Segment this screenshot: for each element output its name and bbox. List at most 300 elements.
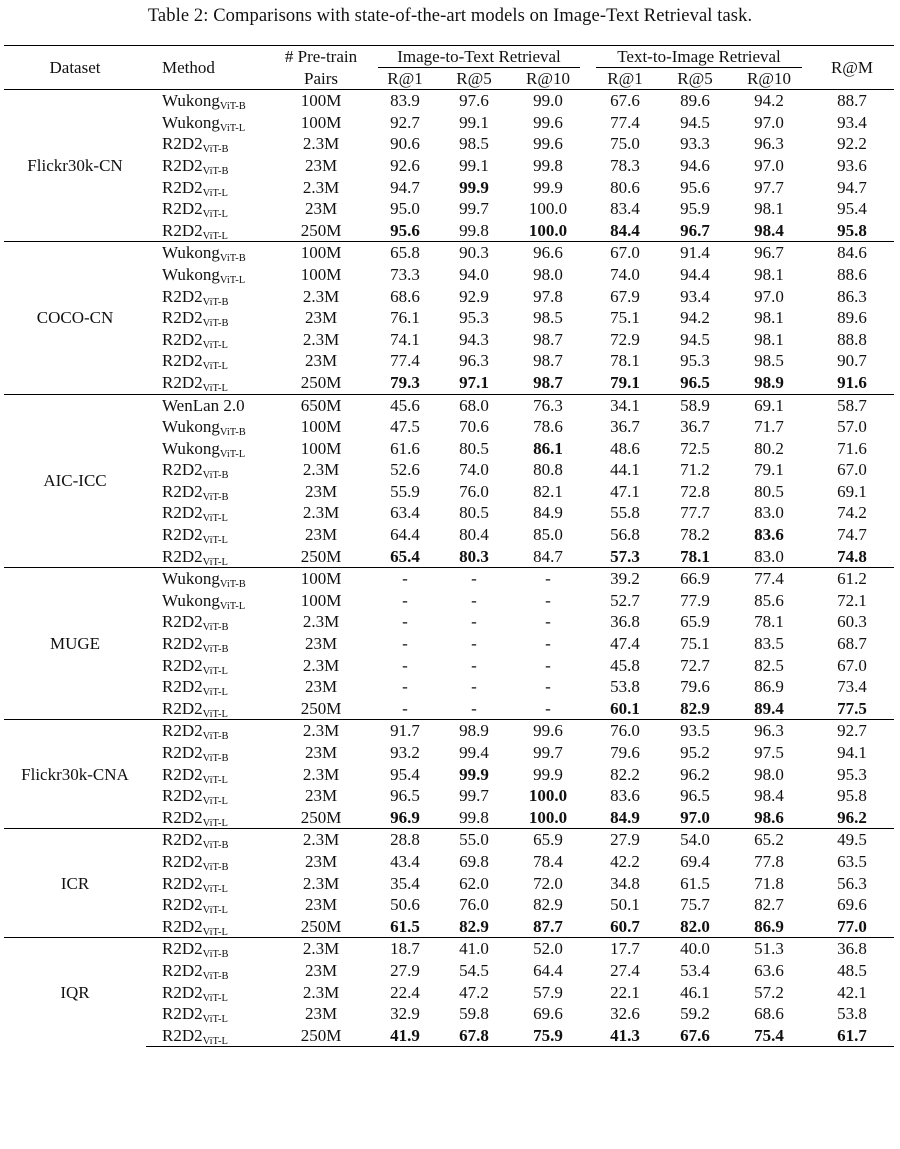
metric-cell <box>810 394 894 416</box>
metric-cell <box>370 502 440 524</box>
metric-cell <box>662 1025 728 1047</box>
best-value: 99.9 <box>459 764 489 784</box>
method-name: Wukong <box>162 569 220 589</box>
best-value: 67.8 <box>459 1025 489 1045</box>
pretrain-pairs-cell: 23M <box>304 155 338 175</box>
metric-cell <box>662 807 728 829</box>
metric-cell <box>728 676 810 698</box>
metric-value: 47.2 <box>459 982 489 1002</box>
metric-cell <box>662 1003 728 1025</box>
best-value: 96.7 <box>680 220 710 240</box>
method-name: R2D2 <box>162 525 203 545</box>
best-value: 98.6 <box>754 807 784 827</box>
metric-value: 82.9 <box>533 895 563 915</box>
method-name: R2D2 <box>162 721 203 741</box>
metric-cell <box>440 90 508 112</box>
method-cell <box>146 177 272 199</box>
metric-cell <box>370 829 440 851</box>
metric-value: 72.8 <box>680 481 710 501</box>
method-variant: ViT-L <box>202 905 228 917</box>
method-variant: ViT-B <box>219 427 246 439</box>
header-i2t-r5: R@5 <box>456 68 492 88</box>
method-name: R2D2 <box>162 329 203 349</box>
metric-cell <box>662 785 728 807</box>
metric-value: 82.1 <box>533 481 563 501</box>
method-variant: ViT-B <box>219 101 246 113</box>
method-cell <box>146 785 272 807</box>
method-variant: ViT-L <box>202 1014 228 1026</box>
metric-cell <box>728 764 810 786</box>
metric-cell <box>508 198 588 220</box>
metric-cell <box>810 764 894 786</box>
method-name: R2D2 <box>162 1025 203 1045</box>
metric-value: 50.6 <box>390 895 420 915</box>
method-variant: ViT-B <box>202 470 229 482</box>
metric-cell <box>440 220 508 242</box>
metric-cell <box>440 546 508 568</box>
metric-value: 94.0 <box>459 264 489 284</box>
metric-value: 18.7 <box>390 939 420 959</box>
metric-value: 83.4 <box>610 199 640 219</box>
metric-cell <box>588 611 662 633</box>
metric-value: 83.0 <box>754 546 784 566</box>
method-cell <box>146 286 272 308</box>
metric-value: 98.0 <box>754 764 784 784</box>
metric-value: 95.4 <box>390 764 420 784</box>
metric-value: 77.4 <box>610 112 640 132</box>
method-cell <box>146 982 272 1004</box>
metric-cell <box>588 286 662 308</box>
method-variant: ViT-B <box>202 491 229 503</box>
metric-cell <box>810 960 894 982</box>
metric-cell <box>588 829 662 851</box>
metric-value: 80.8 <box>533 460 563 480</box>
metric-cell <box>588 764 662 786</box>
metric-cell <box>508 307 588 329</box>
metric-cell <box>370 264 440 286</box>
metric-cell <box>440 350 508 372</box>
metric-cell <box>588 938 662 960</box>
dataset-cell: MUGE <box>4 568 146 720</box>
metric-value: 93.4 <box>837 112 867 132</box>
metric-value: 84.9 <box>533 503 563 523</box>
metric-cell <box>728 546 810 568</box>
table-row <box>4 938 894 960</box>
metric-cell <box>728 720 810 742</box>
metric-value: 27.4 <box>610 960 640 980</box>
metric-value: 53.8 <box>837 1004 867 1024</box>
metric-value: 97.8 <box>533 286 563 306</box>
metric-value: 22.1 <box>610 982 640 1002</box>
metric-cell <box>662 502 728 524</box>
metric-cell <box>508 1025 588 1047</box>
metric-cell <box>440 676 508 698</box>
metric-value: 98.1 <box>754 199 784 219</box>
metric-value: - <box>545 590 551 610</box>
metric-cell <box>508 242 588 264</box>
method-cell <box>146 1025 272 1047</box>
method-name: R2D2 <box>162 895 203 915</box>
metric-cell <box>440 372 508 394</box>
metric-value: 94.6 <box>680 155 710 175</box>
metric-value: 96.3 <box>754 721 784 741</box>
best-value: 96.9 <box>390 807 420 827</box>
metric-cell <box>440 242 508 264</box>
table-row <box>4 90 894 112</box>
method-cell <box>146 394 272 416</box>
method-name: R2D2 <box>162 134 203 154</box>
best-value: 77.5 <box>837 698 867 718</box>
method-variant: ViT-B <box>202 622 229 634</box>
method-variant: ViT-B <box>219 579 246 591</box>
metric-value: 69.1 <box>837 481 867 501</box>
metric-value: 65.9 <box>680 612 710 632</box>
metric-value: 95.6 <box>680 177 710 197</box>
metric-value: 99.1 <box>459 112 489 132</box>
metric-cell <box>370 90 440 112</box>
header-t2i-r1: R@1 <box>607 68 643 88</box>
metric-value: 99.0 <box>533 91 563 111</box>
metric-cell <box>440 394 508 416</box>
metric-cell <box>508 90 588 112</box>
method-name: R2D2 <box>162 546 203 566</box>
best-value: 57.3 <box>610 546 640 566</box>
method-name: R2D2 <box>162 177 203 197</box>
pretrain-pairs-cell: 23M <box>304 743 338 762</box>
method-variant: ViT-L <box>202 774 228 786</box>
metric-cell <box>728 177 810 199</box>
metric-cell <box>508 329 588 351</box>
metric-cell <box>370 982 440 1004</box>
metric-value: 94.4 <box>680 264 710 284</box>
method-cell <box>146 155 272 177</box>
best-value: 61.5 <box>390 916 420 936</box>
metric-cell <box>662 742 728 764</box>
metric-cell <box>588 546 662 568</box>
metric-cell <box>810 242 894 264</box>
metric-value: 85.6 <box>754 590 784 610</box>
method-name: R2D2 <box>162 677 203 697</box>
metric-value: 36.7 <box>610 417 640 437</box>
metric-value: 80.5 <box>459 438 489 458</box>
metric-value: 86.9 <box>754 677 784 697</box>
metric-value: 27.9 <box>610 830 640 850</box>
metric-value: 92.2 <box>837 134 867 154</box>
metric-value: 82.7 <box>754 895 784 915</box>
metric-value: 32.6 <box>610 1004 640 1024</box>
method-name: R2D2 <box>162 308 203 328</box>
method-variant: ViT-L <box>202 926 228 938</box>
method-cell <box>146 481 272 503</box>
method-name: Wukong <box>162 91 220 111</box>
metric-value: 59.2 <box>680 1004 710 1024</box>
metric-value: 69.4 <box>680 851 710 871</box>
method-variant: ViT-L <box>202 708 228 720</box>
metric-value: 94.7 <box>390 177 420 197</box>
metric-cell <box>810 459 894 481</box>
metric-cell <box>370 242 440 264</box>
best-value: 79.3 <box>390 372 420 392</box>
method-cell <box>146 938 272 960</box>
metric-cell <box>508 829 588 851</box>
metric-cell <box>588 90 662 112</box>
metric-cell <box>508 416 588 438</box>
header-text-to-image: Text-to-Image Retrieval <box>588 46 810 68</box>
metric-cell <box>810 633 894 655</box>
metric-cell <box>440 481 508 503</box>
metric-cell <box>370 1025 440 1047</box>
metric-cell <box>662 329 728 351</box>
metric-value: 83.0 <box>754 503 784 523</box>
best-value: 97.1 <box>459 372 489 392</box>
metric-cell <box>728 851 810 873</box>
metric-cell <box>662 590 728 612</box>
best-value: 84.9 <box>610 807 640 827</box>
metric-value: 52.6 <box>390 460 420 480</box>
method-variant: ViT-L <box>219 274 246 286</box>
metric-value: 74.0 <box>459 460 489 480</box>
metric-cell <box>662 459 728 481</box>
pretrain-pairs-cell: 2.3M <box>302 460 340 480</box>
metric-value: 47.5 <box>390 417 420 437</box>
metric-cell <box>810 329 894 351</box>
metric-value: 68.0 <box>459 395 489 415</box>
metric-cell <box>440 198 508 220</box>
metric-value: 96.5 <box>390 786 420 806</box>
method-variant: ViT-B <box>202 144 229 156</box>
metric-value: 96.2 <box>680 764 710 784</box>
method-cell <box>146 916 272 938</box>
metric-cell <box>370 307 440 329</box>
metric-value: 57.9 <box>533 982 563 1002</box>
metric-cell <box>588 633 662 655</box>
method-variant: ViT-L <box>202 687 228 699</box>
method-name: R2D2 <box>162 351 203 371</box>
metric-cell <box>508 372 588 394</box>
metric-cell <box>440 416 508 438</box>
metric-cell <box>662 938 728 960</box>
pretrain-pairs-cell: 23M <box>304 851 338 871</box>
metric-cell <box>370 220 440 242</box>
metric-value: - <box>471 655 477 675</box>
method-cell <box>146 894 272 916</box>
method-cell <box>146 742 272 764</box>
pretrain-pairs-cell: 100M <box>300 264 342 284</box>
metric-cell <box>370 655 440 677</box>
metric-cell <box>440 938 508 960</box>
metric-cell <box>508 676 588 698</box>
method-name: R2D2 <box>162 786 203 806</box>
metric-value: - <box>471 569 477 589</box>
pretrain-pairs-cell: 2.3M <box>302 612 340 632</box>
method-cell <box>146 307 272 329</box>
method-variant: ViT-L <box>202 992 228 1004</box>
method-cell <box>146 416 272 438</box>
metric-cell <box>588 481 662 503</box>
metric-cell <box>370 611 440 633</box>
metric-value: 71.7 <box>754 417 784 437</box>
method-cell <box>146 764 272 786</box>
metric-cell <box>662 350 728 372</box>
metric-cell <box>588 220 662 242</box>
method-name: WenLan 2.0 <box>162 395 245 415</box>
metric-value: 94.5 <box>680 329 710 349</box>
metric-value: 50.1 <box>610 895 640 915</box>
metric-value: 63.6 <box>754 960 784 980</box>
metric-cell <box>370 329 440 351</box>
method-cell <box>146 829 272 851</box>
method-name: R2D2 <box>162 503 203 523</box>
metric-value: 64.4 <box>533 960 563 980</box>
method-name: R2D2 <box>162 764 203 784</box>
method-cell <box>146 1003 272 1025</box>
header-i2t-r1: R@1 <box>387 68 423 88</box>
metric-cell <box>508 546 588 568</box>
metric-value: 53.8 <box>610 677 640 697</box>
best-value: 75.9 <box>533 1025 563 1045</box>
metric-value: 99.6 <box>533 134 563 154</box>
metric-cell <box>440 264 508 286</box>
metric-cell <box>810 133 894 155</box>
metric-value: - <box>402 677 408 697</box>
pretrain-pairs-cell: 2.3M <box>302 329 340 349</box>
metric-cell <box>728 655 810 677</box>
metric-cell <box>728 438 810 460</box>
metric-value: 83.5 <box>754 634 784 654</box>
method-cell <box>146 133 272 155</box>
metric-value: 54.0 <box>680 830 710 850</box>
metric-cell <box>440 851 508 873</box>
metric-value: 55.8 <box>610 503 640 523</box>
metric-value: 98.7 <box>533 351 563 371</box>
metric-cell <box>810 481 894 503</box>
metric-cell <box>728 90 810 112</box>
method-name: R2D2 <box>162 1004 203 1024</box>
metric-cell <box>810 286 894 308</box>
pretrain-pairs-cell: 23M <box>304 677 338 697</box>
metric-value: 52.7 <box>610 590 640 610</box>
method-name: R2D2 <box>162 372 203 392</box>
metric-value: 28.8 <box>390 830 420 850</box>
method-name: R2D2 <box>162 873 203 893</box>
metric-value: 97.5 <box>754 743 784 762</box>
best-value: 86.1 <box>533 438 563 458</box>
metric-value: 36.7 <box>680 417 710 437</box>
metric-cell <box>810 546 894 568</box>
metric-value: 67.0 <box>837 655 867 675</box>
metric-cell <box>370 785 440 807</box>
metric-value: 72.1 <box>837 590 867 610</box>
metric-value: 99.8 <box>459 220 489 240</box>
metric-cell <box>588 112 662 134</box>
metric-cell <box>588 372 662 394</box>
metric-value: 97.0 <box>754 112 784 132</box>
metric-value: 76.1 <box>390 308 420 328</box>
metric-cell <box>810 742 894 764</box>
metric-value: 92.6 <box>390 155 420 175</box>
metric-value: 51.3 <box>754 939 784 959</box>
pretrain-pairs-cell: 2.3M <box>302 982 340 1002</box>
best-value: 95.8 <box>837 220 867 240</box>
best-value: 87.7 <box>533 916 563 936</box>
metric-cell <box>728 1025 810 1047</box>
metric-value: 75.0 <box>610 134 640 154</box>
method-variant: ViT-B <box>202 318 229 330</box>
metric-cell <box>728 286 810 308</box>
metric-value: 69.1 <box>754 395 784 415</box>
metric-value: 95.3 <box>837 764 867 784</box>
method-cell <box>146 851 272 873</box>
metric-cell <box>728 416 810 438</box>
metric-cell <box>662 676 728 698</box>
metric-value: 58.9 <box>680 395 710 415</box>
method-variant: ViT-L <box>202 339 228 351</box>
method-variant: ViT-L <box>202 883 228 895</box>
metric-cell <box>662 198 728 220</box>
metric-value: 79.6 <box>680 677 710 697</box>
best-value: 65.4 <box>390 546 420 566</box>
pretrain-pairs-cell: 2.3M <box>272 829 370 851</box>
metric-cell <box>370 416 440 438</box>
pretrain-pairs-cell: 250M <box>300 546 342 566</box>
metric-value: 93.5 <box>680 721 710 741</box>
best-value: 77.0 <box>837 916 867 936</box>
metric-value: 43.4 <box>390 851 420 871</box>
metric-value: - <box>402 590 408 610</box>
method-variant: ViT-L <box>202 361 228 373</box>
metric-cell <box>728 785 810 807</box>
metric-cell <box>662 481 728 503</box>
metric-value: 56.8 <box>610 525 640 545</box>
metric-value: 34.1 <box>610 395 640 415</box>
metric-cell <box>370 633 440 655</box>
metric-value: 42.1 <box>837 982 867 1002</box>
metric-cell <box>810 851 894 873</box>
method-name: R2D2 <box>162 982 203 1002</box>
dataset-cell: ICR <box>4 829 146 938</box>
metric-cell <box>370 481 440 503</box>
method-name: R2D2 <box>162 612 203 632</box>
method-name: R2D2 <box>162 960 203 980</box>
method-variant: ViT-L <box>202 817 228 829</box>
metric-cell <box>508 785 588 807</box>
metric-cell <box>588 198 662 220</box>
method-cell <box>146 546 272 568</box>
method-name: R2D2 <box>162 698 203 718</box>
metric-cell <box>508 851 588 873</box>
metric-cell <box>440 459 508 481</box>
best-value: 79.1 <box>610 372 640 392</box>
method-cell <box>146 459 272 481</box>
table-row <box>4 242 894 264</box>
header-method: Method <box>162 57 215 77</box>
best-value: 61.7 <box>837 1025 867 1045</box>
metric-cell <box>588 438 662 460</box>
metric-value: 96.3 <box>459 351 489 371</box>
method-name: R2D2 <box>162 916 203 936</box>
metric-cell <box>588 916 662 938</box>
metric-cell <box>440 633 508 655</box>
metric-value: 99.9 <box>533 177 563 197</box>
metric-cell <box>370 394 440 416</box>
metric-value: 75.1 <box>680 634 710 654</box>
metric-cell <box>728 807 810 829</box>
method-cell <box>146 112 272 134</box>
metric-cell <box>588 394 662 416</box>
metric-value: 48.6 <box>610 438 640 458</box>
metric-value: 63.5 <box>837 851 867 871</box>
metric-value: 57.0 <box>837 417 867 437</box>
